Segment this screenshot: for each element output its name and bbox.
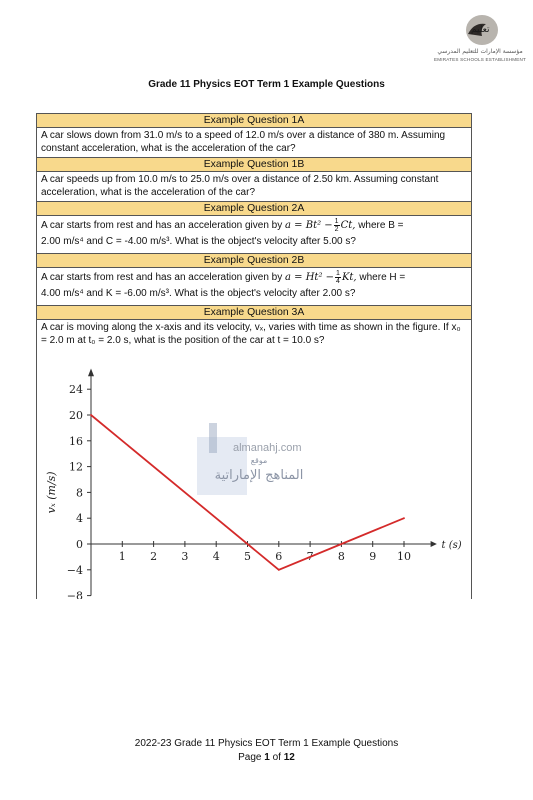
fraction [335, 270, 341, 285]
question-text-part: where B = [355, 220, 404, 232]
question-title: Example Question 1B [37, 158, 471, 172]
page-total: 12 [283, 752, 295, 763]
fraction-denominator: 2 [334, 226, 339, 233]
document-title: Grade 11 Physics EOT Term 1 Example Questions [148, 79, 385, 90]
x-tick-label: 4 [212, 550, 220, 564]
page-prefix: Page [238, 752, 265, 763]
x-tick-label: 3 [181, 550, 189, 564]
question-text-part: where H = [356, 272, 406, 284]
y-tick-label: 24 [69, 383, 83, 397]
question-text-part: 2.00 m/s⁴ and C = -4.00 m/s³. What is the object's velocity after 5.00 s? [41, 236, 356, 248]
y-tick-label: 16 [69, 435, 83, 449]
logo-arabic-text: مؤسسة الإمارات للتعليم المدرسي [437, 48, 523, 55]
data-point [278, 569, 280, 571]
page-number [0, 752, 533, 763]
question-text [37, 268, 471, 306]
data-point [341, 543, 343, 545]
data-point [403, 518, 405, 520]
ese-logo-icon [460, 12, 500, 46]
y-axis-arrow [88, 369, 94, 377]
y-tick-label: 8 [76, 486, 83, 500]
logo-english-text: EMIRATES SCHOOLS ESTABLISHMENT [433, 57, 527, 62]
ese-logo [430, 12, 530, 67]
page-of: of [269, 752, 284, 763]
x-axis-arrow [431, 541, 437, 547]
x-tick-label: 7 [306, 550, 314, 564]
y-tick-label: 4 [76, 512, 83, 526]
question-text-part: A car starts from rest and has an acceleration given by [41, 272, 286, 284]
equation: a = Bt² − [285, 220, 333, 232]
x-axis-label: t (s) [441, 540, 462, 552]
fraction-numerator: 1 [336, 270, 340, 278]
page-current: 1 [264, 752, 270, 763]
question-text-part: A car starts from rest and has an acceleration given by [41, 220, 286, 232]
data-point [90, 414, 92, 416]
x-tick-label: 10 [397, 550, 411, 564]
x-tick-label: 9 [369, 550, 377, 564]
question-title: Example Question 2B [37, 254, 471, 268]
x-tick-label: 2 [150, 550, 158, 564]
equation: Ct, [340, 220, 356, 232]
y-tick-label: 12 [69, 460, 83, 474]
x-tick-label: 5 [244, 550, 251, 564]
y-tick-label: 20 [69, 409, 83, 423]
y-tick-label: −8 [66, 589, 83, 600]
fraction [334, 218, 340, 233]
question-text: A car slows down from 31.0 m/s to a speed of 12.0 m/s over a distance of 380 m. Assuming constant acceleration, what is the acceleration of the car? [37, 128, 471, 158]
question-title: Example Question 3A [37, 306, 471, 320]
velocity-chart [37, 349, 471, 599]
equation: a = Ht² − [285, 272, 335, 284]
watermark-url: almanahj.com [233, 442, 302, 455]
fraction-numerator: 1 [334, 218, 339, 225]
y-tick-label: −4 [66, 564, 83, 578]
watermark-shape [209, 423, 217, 453]
y-tick-label: 0 [76, 538, 83, 552]
logo-arabic-name: تعليم [471, 25, 490, 35]
x-tick-label: 1 [118, 550, 126, 564]
watermark-ar-line1: موقع [250, 456, 268, 466]
question-text: A car is moving along the x-axis and its velocity, vₓ, varies with time as shown in the figure. If x₀ = 2.0 m at t₀ = 2.0 s, what is the position of the car at t = 10.0 s? [41, 322, 461, 347]
equation: Kt, [341, 272, 357, 284]
x-tick-label: 8 [337, 550, 345, 564]
watermark-ar-line2: المناهج الإماراتية [214, 468, 304, 484]
footer-title: 2022-23 Grade 11 Physics EOT Term 1 Example Questions [134, 738, 399, 749]
question-text: A car speeds up from 10.0 m/s to 25.0 m/s over a distance of 2.50 km. Assuming constant acceleration, what is the acceleration of the car? [37, 172, 471, 202]
question-title: Example Question 1A [37, 114, 471, 128]
x-tick-label: 6 [275, 550, 283, 564]
y-axis-label: vₓ (m/s) [45, 471, 58, 514]
questions-table [36, 113, 472, 599]
question-title: Example Question 2A [37, 202, 471, 216]
question-text-part: 4.00 m/s⁴ and K = -6.00 m/s³. What is the object's velocity after 2.00 s? [41, 288, 356, 300]
question-text [37, 216, 471, 254]
velocity-time-graph [36, 349, 471, 599]
fraction-denominator: 4 [336, 278, 340, 286]
